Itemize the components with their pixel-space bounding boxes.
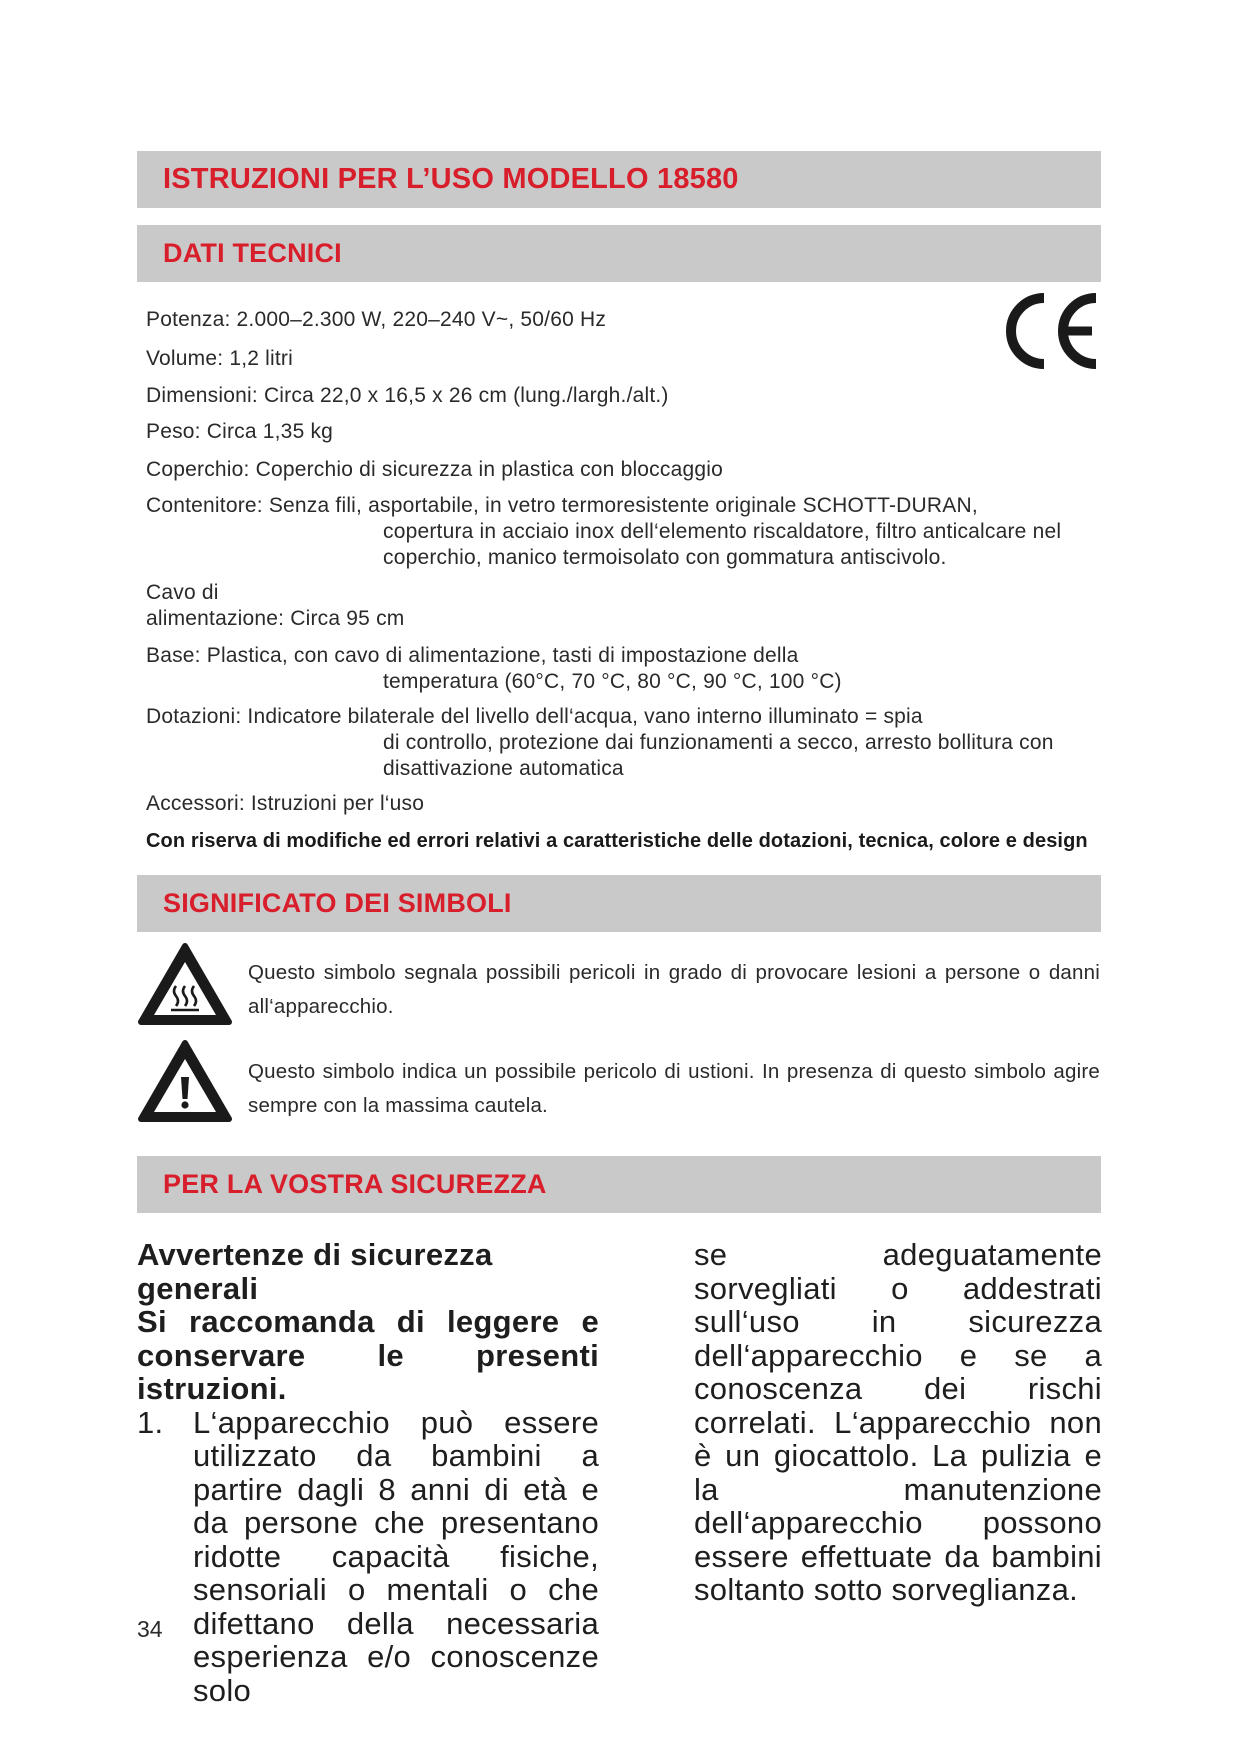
ce-mark-icon (1004, 292, 1100, 370)
spec-dotazioni (146, 704, 1054, 782)
page-number: 34 (137, 1616, 163, 1642)
section-heading-symbols-label: SIGNIFICATO DEI SIMBOLI (163, 888, 512, 918)
spec-contenitore (146, 493, 1061, 571)
spec-base-line: Base: Plastica, con cavo di alimentazione, tasti di impostazione della (146, 644, 799, 667)
hot-surface-warning-icon (137, 942, 233, 1028)
spec-cavo (146, 580, 404, 632)
general-warning-description: Questo simbolo indica un possibile pericolo di ustioni. In presenza di questo simbolo agire sempre con la massima cautela. (248, 1060, 1100, 1117)
exclamation-warning-icon (137, 1039, 233, 1125)
spec-base-line: temperatura (60°C, 70 °C, 80 °C, 90 °C, 100 °C) (383, 670, 842, 693)
safety-item-number: 1. (137, 1404, 164, 1440)
spec-dimensioni: Dimensioni: Circa 22,0 x 16,5 x 26 cm (lung./largh./alt.) (146, 384, 669, 407)
spec-cavo-line: alimentazione: Circa 95 cm (146, 607, 405, 630)
spec-coperchio: Coperchio: Coperchio di sicurezza in plastica con bloccaggio (146, 458, 723, 481)
spec-dotazioni-line: di controllo, protezione dai funzionamenti a secco, arresto bollitura con (383, 731, 1054, 754)
page-title-bar (137, 151, 1101, 208)
section-heading-safety (137, 1156, 1101, 1213)
spec-accessori: Accessori: Istruzioni per l‘uso (146, 792, 425, 815)
section-heading-tech-label: DATI TECNICI (163, 238, 342, 268)
hot-surface-description: Questo simbolo segnala possibili pericoli in grado di provocare lesioni a persone o danni all‘apparecchio. (248, 961, 1100, 1018)
spec-cavo-line: Cavo di (146, 581, 219, 604)
spec-contenitore-line: Contenitore: Senza fili, asportabile, in vetro termoresistente originale SCHOTT-DURAN, (146, 494, 978, 517)
spec-volume: Volume: 1,2 litri (146, 347, 293, 370)
safety-list-item (137, 1406, 599, 1708)
section-heading-tech (137, 225, 1101, 282)
spec-peso: Peso: Circa 1,35 kg (146, 420, 334, 443)
spec-contenitore-line: coperchio, manico termoisolato con gommatura antiscivolo. (383, 546, 947, 569)
spec-contenitore-line: copertura in acciaio inox dell‘elemento riscaldatore, filtro anticalcare nel (383, 520, 1062, 543)
spec-base (146, 643, 842, 695)
disclaimer-notice: Con riserva di modifiche ed errori relativi a caratteristiche delle dotazioni, tecnica, colore e design (146, 830, 1088, 852)
spec-dotazioni-line: disattivazione automatica (383, 757, 624, 780)
section-heading-safety-label: PER LA VOSTRA SICUREZZA (163, 1169, 547, 1199)
safety-item-text: L‘apparecchio può essere utilizzato da bambini a partire dagli 8 anni di età e da persone che presentano ridotte capacità fisiche, sensoriali o mentali o che difettano della necessaria esperienza e/o conoscenze solo (193, 1404, 599, 1708)
safety-heading: Avvertenze di sicurezza generali (137, 1237, 493, 1306)
page-title: ISTRUZIONI PER L’USO MODELLO 18580 (163, 163, 739, 195)
spec-dotazioni-line: Dotazioni: Indicatore bilaterale del livello dell‘acqua, vano interno illuminato = spia (146, 705, 923, 728)
safety-subheading: Si raccomanda di leggere e conservare le presenti istruzioni. (137, 1304, 599, 1406)
spec-potenza: Potenza: 2.000–2.300 W, 220–240 V~, 50/60 Hz (146, 308, 607, 331)
safety-right-column: se adeguatamente sorvegliati o addestrati sull‘uso in sicurezza dell‘apparecchio e se a conoscenza dei rischi correlati. L‘apparecchio non è un giocattolo. La pulizia e la manutenzione dell‘apparecchio possono essere effettuate da bambini soltanto sotto sorveglianza. (694, 1237, 1102, 1607)
section-heading-symbols (137, 875, 1101, 932)
safety-left-column (137, 1238, 599, 1707)
